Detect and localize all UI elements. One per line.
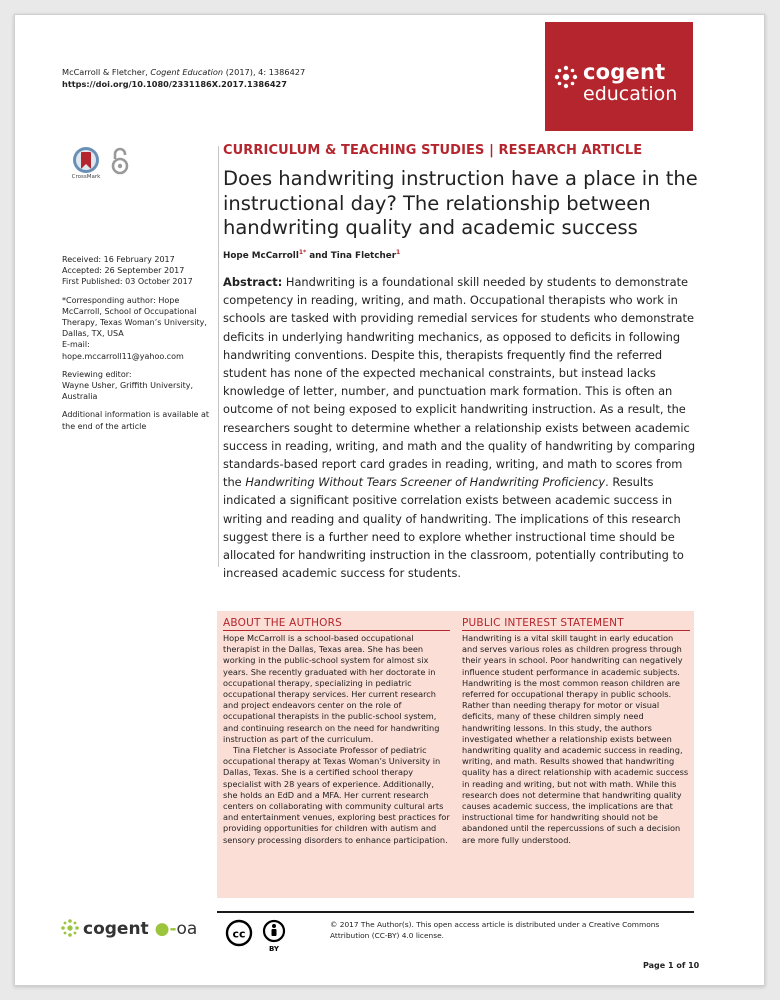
cc-label: cc — [232, 927, 246, 941]
abstract-text: Handwriting is a foundational skill needed by students to demonstrate competency in reading, writing, and math. Occupational therapists who work in schools are tasked with providing remedial services for students who demonstrate deficits in underlying handwriting mechanics, as opposed to deficits in following handwriting conventions. Despite this, therapists frequently find the referred student has none of the expected mechanical constraints, but instead lacks knowledge of letter, number, and punctuation mark formation. This is often an outcome of not being exposed to explicit handwriting instruction. As a result, the researchers sought to determine whether a relationship exists between academic success in reading, writing, and math and the quality of handwriting by comparing standards-based report card grades in reading, writing, and math to scores from the — [223, 275, 696, 490]
attribution-icon — [264, 921, 284, 953]
additional-info-note: Additional information is available at the end of the article — [62, 410, 210, 431]
reviewing-editor-label: Reviewing editor: — [62, 369, 132, 379]
cogent-oa-star-icon — [60, 918, 80, 938]
accepted-date: Accepted: 26 September 2017 — [62, 266, 185, 276]
footer-rule — [217, 911, 694, 913]
info-panel — [217, 611, 694, 898]
citation-authors: McCarroll & Fletcher, — [62, 67, 151, 77]
about-authors-section — [223, 617, 450, 846]
author-affiliation-mark: 1 — [396, 249, 401, 256]
reviewing-editor-name: Wayne Usher, Griffith University, Australia — [62, 381, 194, 402]
about-author-paragraph: Tina Fletcher is Associate Professor of pediatric occupational therapy at Texas Woman’s University in Dallas, Texas. She is a certified school therapy specialist with 28 years of experience. Additionally, she holds an EdD and a MFA. Her current research centers on collaborating with community cultural arts and entertainment venues, exploring best practices for providing opportunities for children with autism and sensory processing disorders to enhance participation. — [223, 745, 450, 845]
doi-link[interactable]: https://doi.org/10.1080/2331186X.2017.1386427 — [62, 79, 287, 89]
crossmark-icon[interactable] — [70, 146, 102, 174]
cc-icon — [227, 921, 251, 945]
about-author-paragraph: Hope McCarroll is a school-based occupational therapist in the Dallas, Texas area. She has been working in the public-school system for almost six years. She recently graduated with her doctorate in occupational therapy, specializing in pediatric occupational therapy services. Her current research and project endeavors center on the role of occupational therapists in the public-school system, and continuing research on the need for handwriting instruction as part of the curriculum. — [223, 633, 440, 744]
brand-name: cogent — [583, 60, 666, 84]
footer-brand-name: cogent — [83, 919, 149, 939]
citation-journal: Cogent Education — [150, 67, 224, 77]
cogent-oa-logo: cogent ●-oa — [60, 918, 197, 939]
email-link[interactable]: hope.mccarroll11@yahoo.com — [62, 351, 184, 361]
public-interest-text: Handwriting is a vital skill taught in early education and serves various roles as children progress through their years in school. Poor handwriting can negatively influence student performance in academic subjects. Handwriting is the most common reason children are referred for occupational therapy in public schools. Rather than needing therapy for motor or visual deficits, many of these children simply need handwriting lessons. In this study, the authors investigated whether a relationship exists between handwriting quality and academic success in reading, writing, and math. Results showed that handwriting quality has a direct relationship with academic success in reading and writing, but not with math. While this research does not determine that handwriting quality causes academic success, the implications are that instructional time for handwriting should not be abandoned until the repercussions of such a decision are more fully understood. — [462, 633, 689, 845]
crossmark-label: CrossMark — [71, 174, 101, 180]
brand-subject: education — [583, 83, 678, 105]
citation-volume: (2017), 4: 1386427 — [223, 67, 306, 77]
author-name[interactable]: and Tina Fletcher — [306, 250, 397, 261]
abstract-instrument-name: Handwriting Without Tears Screener of Handwriting Proficiency — [245, 475, 606, 490]
email-label: E-mail: — [62, 340, 90, 350]
abstract — [223, 273, 699, 582]
corresponding-author: *Corresponding author: Hope McCarroll, School of Occupational Therapy, Texas Woman’s University, Dallas, TX, USA — [62, 295, 207, 339]
citation-line — [62, 66, 305, 78]
author-affiliation-mark: 1* — [298, 249, 307, 256]
received-date: Received: 16 February 2017 — [62, 255, 175, 264]
abstract-text: . Results indicated a significant positive correlation exists between academic success in writing and reading and quality of handwriting. The implications of this research suggest there is a further need to explore whether instructional time should be allocated for handwriting instruction in the classroom, potentially contributing to increased academic success for students. — [223, 475, 684, 581]
citation-block — [62, 66, 305, 90]
author-name[interactable]: Hope McCarroll — [223, 250, 299, 261]
creative-commons-icons[interactable] — [225, 919, 295, 953]
published-date: First Published: 03 October 2017 — [62, 277, 193, 287]
footer-brand-suffix: oa — [176, 919, 198, 939]
cogent-education-logo — [545, 22, 693, 131]
article-title: Does handwriting instruction have a place in the instructional day? The relationship between handwriting quality and academic success — [223, 167, 698, 239]
article-sidebar — [62, 254, 214, 432]
licence-statement: © 2017 The Author(s). This open access article is distributed under a Creative Commons Attribution (CC-BY) 4.0 license. — [330, 920, 660, 940]
email-line — [62, 339, 214, 361]
public-interest-heading: PUBLIC INTEREST STATEMENT — [462, 617, 690, 631]
public-interest-section — [462, 617, 690, 846]
author-line — [223, 249, 400, 261]
article-page — [14, 14, 765, 986]
cogent-star-icon — [553, 64, 579, 90]
page-number: Page 1 of 10 — [643, 961, 700, 970]
column-divider — [218, 146, 219, 567]
by-label: BY — [268, 945, 280, 953]
article-category: CURRICULUM & TEACHING STUDIES | RESEARCH ARTICLE — [223, 143, 643, 158]
abstract-label: Abstract: — [223, 275, 283, 289]
open-access-lock-icon — [109, 146, 131, 176]
about-authors-heading: ABOUT THE AUTHORS — [223, 617, 450, 631]
